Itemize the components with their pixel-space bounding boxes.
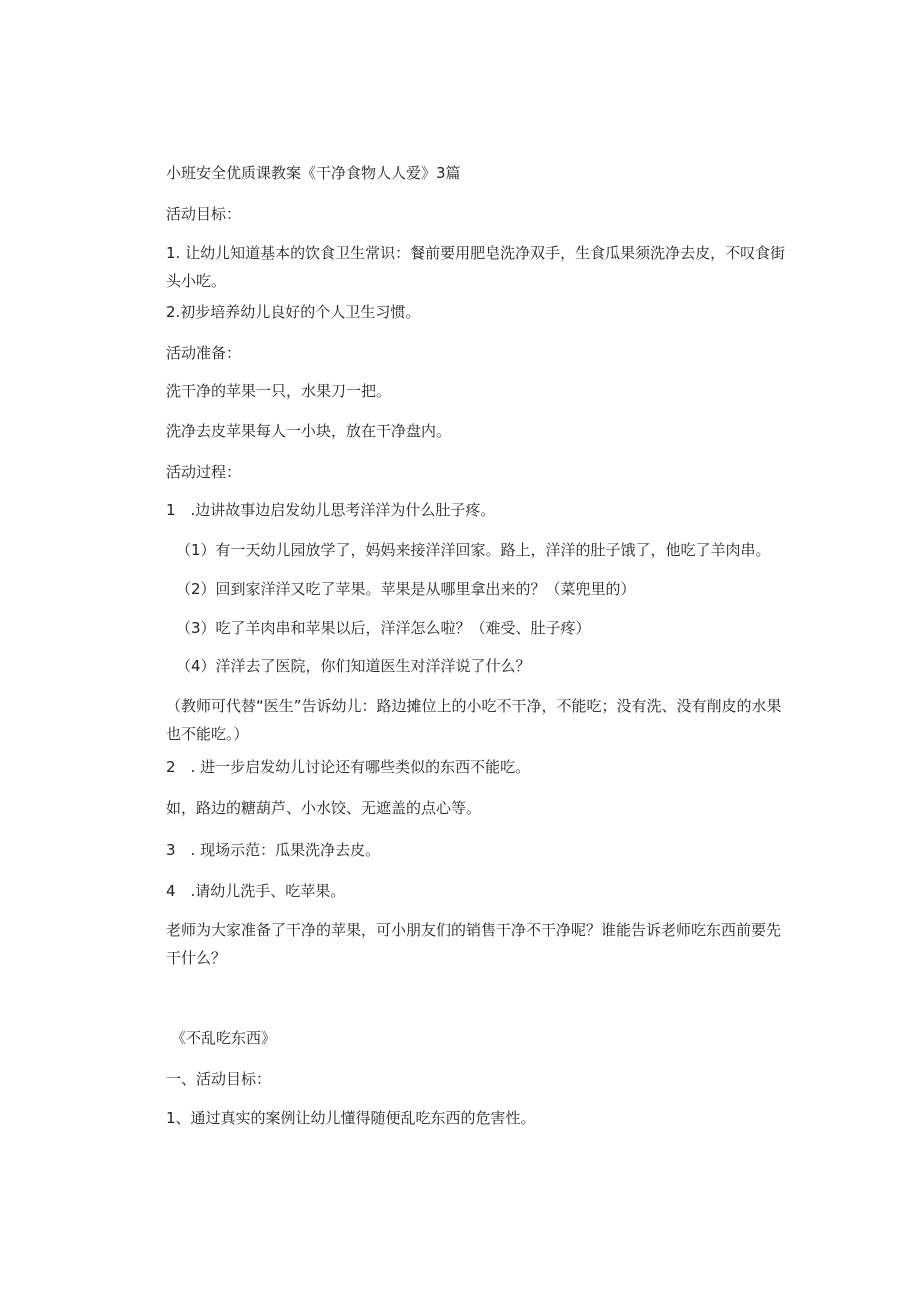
goal-item-1: 1. 让幼儿知道基本的饮食卫生常识：餐前要用肥皂洗净双手，生食瓜果须洗净去皮，不叹食街头小吃。 [166, 244, 786, 290]
goals-heading: 活动目标： [166, 205, 242, 223]
lesson2-goals-heading: 一、活动目标： [166, 1070, 272, 1088]
step2-example: 如，路边的糖葫芦、小水饺、无遮盖的点心等。 [166, 799, 482, 817]
document-title: 小班安全优质课教案《干净食物人人爱》3篇 [166, 164, 461, 182]
process-step-4: 4 .请幼儿洗手、吃苹果。 [166, 882, 346, 900]
story-item-4: （4）洋洋去了医院，你们知道医生对洋洋说了什么？ [176, 657, 531, 675]
prep-heading: 活动准备： [166, 344, 242, 362]
prep-item-2: 洗净去皮苹果每人一小块，放在干净盘内。 [166, 422, 452, 440]
process-step-2: 2 . 进一步启发幼儿讨论还有哪些类似的东西不能吃。 [166, 758, 531, 776]
lesson2-goal-item-1: 1、通过真实的案例让幼儿懂得随便乱吃东西的危害性。 [166, 1109, 536, 1127]
prep-item-1: 洗干净的苹果一只，水果刀一把。 [166, 382, 392, 400]
process-step-1: 1 .边讲故事边启发幼儿思考洋洋为什么肚子疼。 [166, 501, 496, 519]
story-item-1: （1）有一天幼儿园放学了，妈妈来接洋洋回家。路上，洋洋的肚子饿了，他吃了羊肉串。 [176, 541, 771, 559]
teacher-note: （教师可代替“医生”告诉幼儿：路边摊位上的小吃不干净，不能吃；没有洗、没有削皮的水果也不能吃。） [166, 697, 782, 743]
goal-item-2: 2.初步培养幼儿良好的个人卫生习惯。 [166, 303, 421, 321]
process-heading: 活动过程： [166, 463, 242, 481]
story-item-2: （2）回到家洋洋又吃了苹果。苹果是从哪里拿出来的？（菜兜里的） [176, 580, 636, 598]
lesson2-title: 《不乱吃东西》 [171, 1029, 277, 1047]
story-item-3: （3）吃了羊肉串和苹果以后，洋洋怎么啦？（难受、肚子疼） [176, 619, 591, 637]
closing-paragraph: 老师为大家准备了干净的苹果，可小朋友们的销售干净不干净呢？谁能告诉老师吃东西前要先干什么？ [166, 921, 782, 967]
process-step-3: 3 . 现场示范：瓜果洗净去皮。 [166, 841, 381, 859]
